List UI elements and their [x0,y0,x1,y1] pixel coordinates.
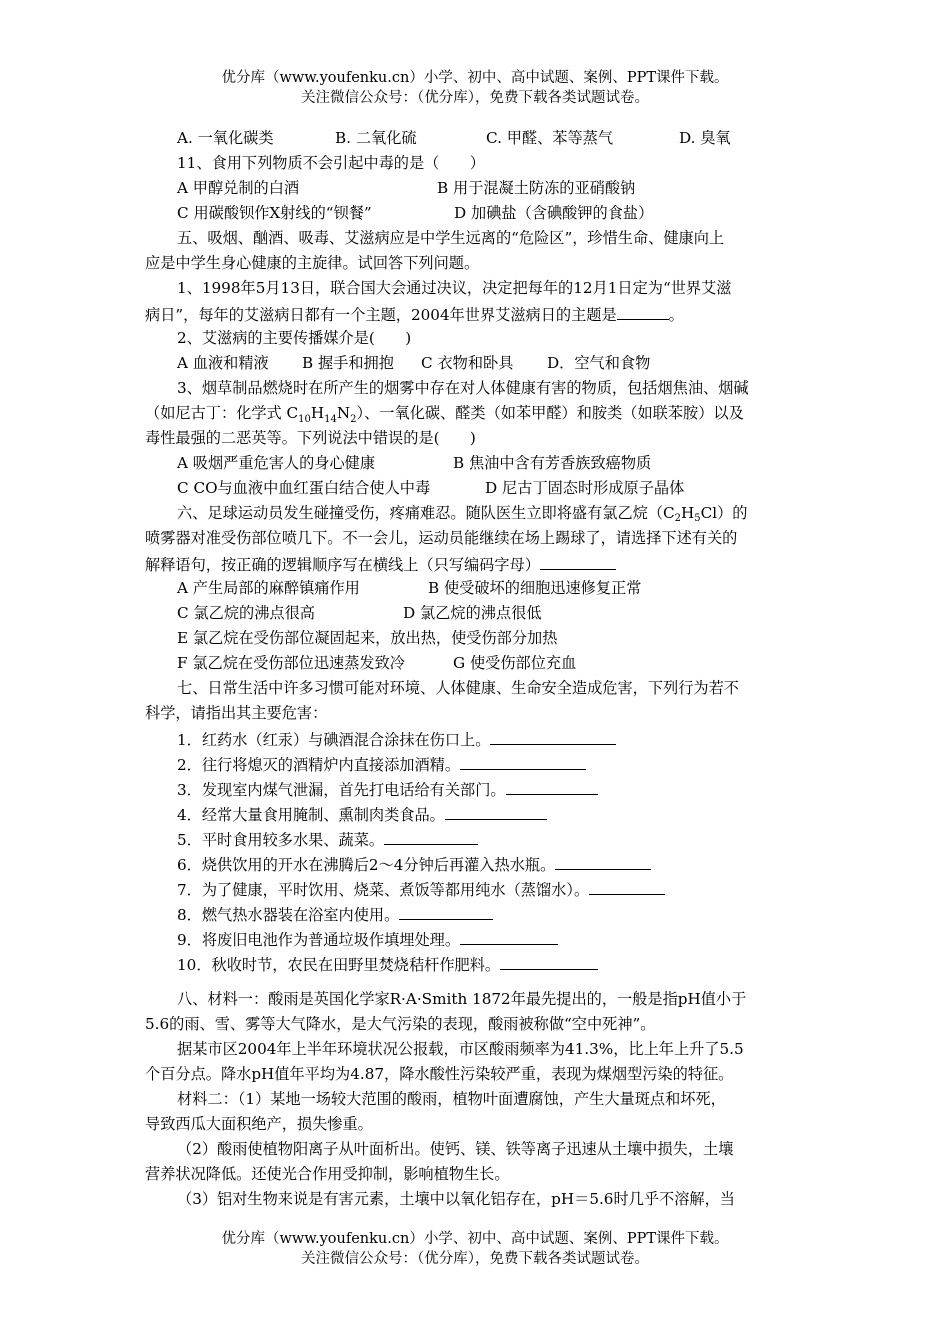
s7-answer-blank[interactable] [506,778,598,795]
s5-q2-option-a: A 血液和精液 [177,354,269,372]
s7-item [177,953,598,975]
s7-item [177,878,665,900]
s6-line-1 [177,503,747,529]
s7-item [177,728,616,750]
header-line-1: 优分库（www.youfenku.cn）小学、初中、高中试题、案例、PPT课件下载。 [221,70,729,86]
s6-answer-blank[interactable] [540,553,616,570]
s5-q3-line-1: 3、烟草制品燃烧时在所产生的烟雾中存在对人体健康有害的物质，包括烟焦油、烟碱 [177,379,749,397]
s7-intro-2: 科学，请指出其主要危害： [145,704,328,722]
s7-item [177,778,598,800]
s5-q3-line-2 [145,403,744,426]
s7-item-text: 4．经常大量食用腌制、熏制肉类食品。 [177,806,445,824]
footer-line-2: 关注微信公众号：（优分库），免费下载各类试题试卷。 [301,1251,649,1267]
s6-option-a: A 产生局部的麻醉镇痛作用 [177,579,360,597]
s8-p5-line-1: （3）铝对生物来说是有害元素，土壤中以氧化铝存在，pH＝5.6时几乎不溶解，当 [177,1190,735,1208]
s8-p3-line-2: 导致西瓜大面积绝产，损失惨重。 [145,1115,373,1133]
s5-intro-1: 五、吸烟、酗酒、吸毒、艾滋病应是中学生远离的“危险区”，珍惜生命、健康向上 [177,229,725,247]
q11-option-a: A 甲醇兑制的白酒 [177,179,300,197]
s7-item-text: 6．烧供饮用的开水在沸腾后2～4分钟后再灌入热水瓶。 [177,856,556,874]
page-footer [0,1229,950,1269]
s7-answer-blank[interactable] [500,953,598,970]
s5-q1-line-2 [145,303,684,325]
s5-q2-option-c: C 衣物和卧具 [421,354,514,372]
s7-answer-blank[interactable] [589,878,665,895]
s6-option-b: B 使受破坏的细胞迅速修复正常 [428,579,642,597]
s5-q3-line-2-rest: ）、一氧化碳、醛类（如苯甲醛）和胺类（如联苯胺）以及 [356,404,744,422]
s6-option-f: F 氯乙烷在受伤部位迅速蒸发致冷 [177,654,405,672]
s7-item-text: 9．将废旧电池作为普通垃圾作填埋处理。 [177,931,461,949]
s8-p1-line-2: 5.6的雨、雪、雾等大气降水，是大气污染的表现，酸雨被称做“空中死神”。 [145,1015,656,1033]
s5-q1-end: 。 [668,306,684,324]
s7-item-text: 3．发现室内煤气泄漏，首先打电话给有关部门。 [177,781,506,799]
s5-q3-option-c: C CO与血液中血红蛋白结合使人中毒 [177,479,431,497]
s7-item [177,853,651,875]
s5-intro-2: 应是中学生身心健康的主旋律。试回答下列问题。 [145,254,480,272]
q11-option-c: C 用碳酸钡作X射线的“钡餐” [177,204,372,222]
s7-item-text: 2．往行将熄灭的酒精炉内直接添加酒精。 [177,756,461,774]
subscript: 2 [674,513,681,524]
s7-answer-blank[interactable] [399,903,493,920]
formula-element: N [336,404,351,422]
s7-item [177,753,586,775]
s6-option-d: D 氯乙烷的沸点很低 [403,604,542,622]
s7-answer-blank[interactable] [460,928,558,945]
s5-q3-formula-prefix: （如尼古丁：化学式 C [145,404,299,422]
s7-intro-1: 七、日常生活中许多习惯可能对环境、人体健康、生命安全造成危害，下列行为若不 [177,679,739,697]
s5-q1-text: 病日”，每年的艾滋病日都有一个主题，2004年世界艾滋病日的主题是 [145,306,617,324]
s7-answer-blank[interactable] [490,728,616,745]
s5-q3-line-3: 毒性最强的二恶英等。下列说法中错误的是( ) [145,429,476,447]
s7-answer-blank[interactable] [445,803,547,820]
s5-q1-answer-blank[interactable] [617,303,669,320]
subscript: 14 [324,414,337,426]
q10-option-c: C. 甲醛、苯等蒸气 [486,129,614,147]
s5-q3-option-a: A 吸烟严重危害人的身心健康 [177,454,376,472]
s8-p1-line-1: 八、材料一：酸雨是英国化学家R·A·Smith 1872年最先提出的，一般是指pH值小于 [177,990,747,1008]
s5-q2-stem: 2、艾滋病的主要传播媒介是( ) [177,329,412,347]
header-line-2: 关注微信公众号：（优分库），免费下载各类试题试卷。 [301,90,649,106]
q11-option-d: D 加碘盐（含碘酸钾的食盐） [454,204,654,222]
s6-option-g: G 使受伤部位充血 [453,654,577,672]
s6-line-2: 喷雾器对准受伤部位喷几下。不一会儿，运动员能继续在场上踢球了，请选择下述有关的 [145,529,738,547]
footer-line-1: 优分库（www.youfenku.cn）小学、初中、高中试题、案例、PPT课件下载。 [221,1231,729,1247]
s5-q3-option-b: B 焦油中含有芳香族致癌物质 [453,454,652,472]
subscript: 5 [694,513,701,524]
s6-option-c: C 氯乙烷的沸点很高 [177,604,315,622]
s6-line-3 [145,553,616,575]
page-header [0,68,950,108]
s7-item-text: 1．红药水（红汞）与碘酒混合涂抹在伤口上。 [177,731,491,749]
subscript: 2 [350,414,357,426]
s5-q2-option-b: B 握手和拥抱 [302,354,394,372]
q11-option-b: B 用于混凝土防冻的亚硝酸钠 [437,179,636,197]
s7-item [177,803,547,825]
formula-element: H [310,404,325,422]
formula-element: H [681,504,695,522]
s7-answer-blank[interactable] [384,828,478,845]
s7-item-text: 7．为了健康，平时饮用、烧菜、煮饭等都用纯水（蒸馏水）。 [177,881,590,899]
s7-item-text: 5．平时食用较多水果、蔬菜。 [177,831,385,849]
s5-q1-line-1: 1、1998年5月13日，联合国大会通过决议，决定把每年的12月1日定为“世界艾滋 [177,279,732,297]
s8-p2-line-2: 个百分点。降水pH值年平均为4.87，降水酸性污染较严重，表现为煤烟型污染的特征。 [145,1065,734,1083]
s8-p4-line-2: 营养状况降低。还使光合作用受抑制，影响植物生长。 [145,1165,510,1183]
s7-item [177,903,493,925]
s6-line-1-end: Cl）的 [700,504,748,522]
s5-q2-option-d: D．空气和食物 [547,354,651,372]
q10-option-b: B. 二氧化硫 [335,129,417,147]
s8-p4-line-1: （2）酸雨使植物阳离子从叶面析出。使钙、镁、铁等离子迅速从土壤中损失，土壤 [177,1140,734,1158]
q10-option-d: D. 臭氧 [679,129,731,147]
s7-item [177,828,478,850]
subscript: 10 [298,414,311,426]
s6-line-3-text: 解释语句，按正确的逻辑顺序写在横线上（只写编码字母） [145,556,540,574]
s7-item-text: 8．燃气热水器装在浴室内使用。 [177,906,400,924]
s8-p3-line-1: 材料二：（1）某地一场较大范围的酸雨，植物叶面遭腐蚀，产生大量斑点和坏死， [177,1090,726,1108]
q11-stem: 11、食用下列物质不会引起中毒的是（ ） [177,154,485,172]
s7-item [177,928,558,950]
q10-option-a: A. 一氧化碳类 [177,129,274,147]
s7-answer-blank[interactable] [460,753,586,770]
s7-answer-blank[interactable] [555,853,651,870]
s5-q3-option-d: D 尼古丁固态时形成原子晶体 [485,479,685,497]
s6-line-1-text: 六、足球运动员发生碰撞受伤，疼痛难忍。随队医生立即将盛有氯乙烷（C [177,504,675,522]
s7-item-text: 10．秋收时节，农民在田野里焚烧秸杆作肥料。 [177,956,501,974]
s8-p2-line-1: 据某市区2004年上半年环境状况公报载，市区酸雨频率为41.3%，比上年上升了5.5 [177,1040,744,1058]
s6-option-e: E 氯乙烷在受伤部位凝固起来，放出热，使受伤部分加热 [177,629,558,647]
